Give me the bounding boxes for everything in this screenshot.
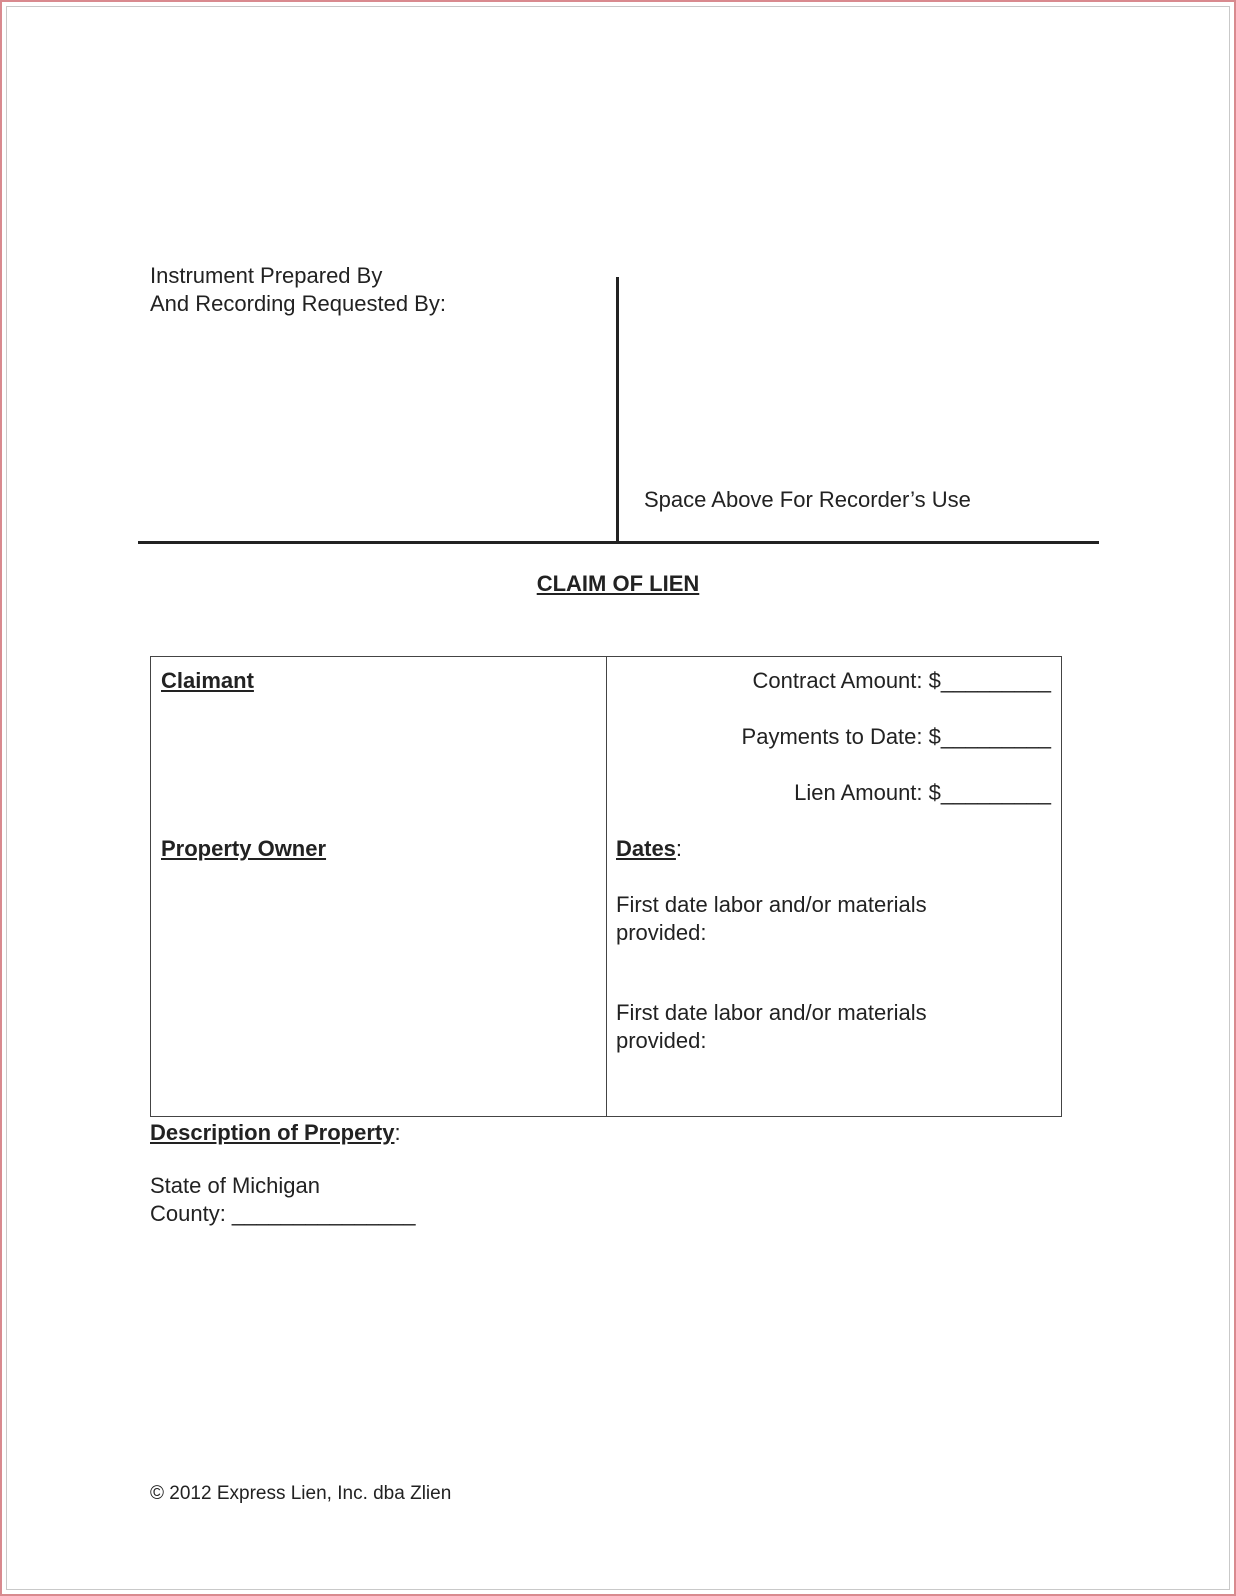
dates-heading [616,835,682,863]
property-owner-label: Property Owner [161,836,327,861]
document-title: CLAIM OF LIEN [536,571,700,596]
dates-colon: : [675,836,683,861]
prepared-by-label: Instrument Prepared By [150,263,383,288]
payments-to-date-field: Payments to Date: $_________ [741,724,1051,749]
first-date-1-line2: provided: [616,920,707,945]
claim-box-column-divider [606,656,607,1117]
copyright-footer: © 2012 Express Lien, Inc. dba Zlien [150,1483,452,1504]
lien-amount-field: Lien Amount: $_________ [794,780,1051,805]
county-line: County: _______________ [150,1201,416,1226]
first-date-2-line2: provided: [616,1028,707,1053]
claimant-label: Claimant [161,668,254,693]
description-label: Description of Property [150,1120,395,1145]
recorder-horizontal-divider [138,541,1099,544]
recording-requested-label: And Recording Requested By: [150,291,446,316]
dates-label: Dates [616,836,676,861]
recorder-vertical-divider [616,277,619,543]
contract-amount-field: Contract Amount: $_________ [752,668,1051,693]
first-date-1-line1: First date labor and/or materials [616,892,927,917]
description-colon: : [394,1120,401,1145]
recorder-space-label: Space Above For Recorder’s Use [644,487,971,512]
first-date-2-line1: First date labor and/or materials [616,1000,927,1025]
state-line: State of Michigan [150,1173,320,1198]
description-heading [150,1119,401,1147]
